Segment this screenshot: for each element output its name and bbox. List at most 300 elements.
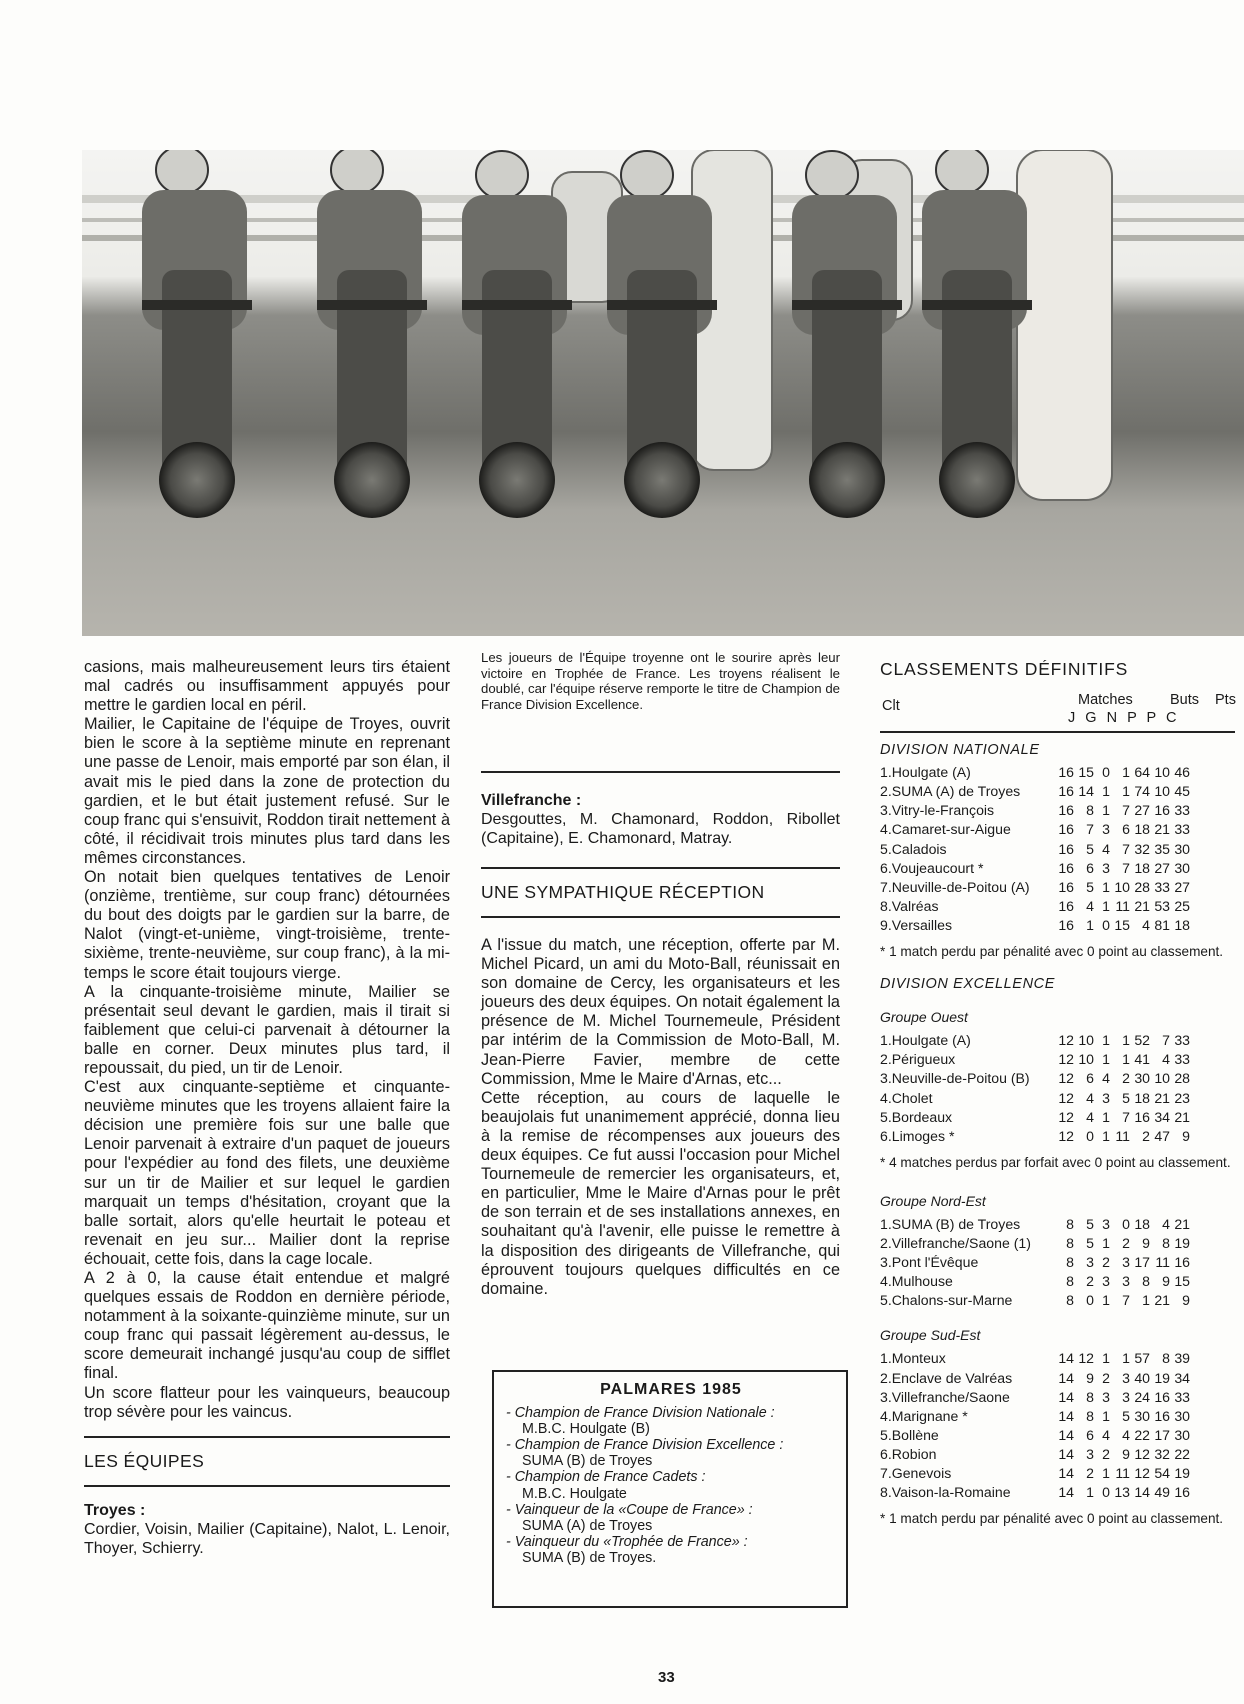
stat-cell-bc: 10 (1154, 1070, 1170, 1087)
stat-cell-bc: 7 (1162, 1032, 1170, 1049)
team-cell: 2.SUMA (A) de Troyes (880, 783, 1021, 800)
stat-cell-g: 1 (1086, 1484, 1094, 1501)
stat-cell-g: 8 (1086, 1388, 1094, 1405)
stat-cell-pts: 46 (1174, 764, 1190, 781)
stat-cell-p: 1 (1122, 764, 1130, 781)
stat-cell-n: 1 (1102, 1108, 1110, 1125)
stat-cell-p: 11 (1115, 1127, 1130, 1144)
stat-cell-p: 3 (1122, 1254, 1130, 1271)
division-title: DIVISION EXCELLENCE (880, 976, 1055, 993)
stat-cell-j: 12 (1058, 1032, 1074, 1049)
palmares-item-winner: M.B.C. Houlgate (522, 1485, 627, 1502)
photo-caption: Les joueurs de l'Équipe troyenne ont le sourire après leur victoire en Trophée de France. Les troyens réalisent le doublé, car l'équipe réserve remporte le titre de Champion de France Division Excellence. (481, 650, 840, 713)
stat-cell-n: 1 (1102, 1350, 1110, 1367)
section-divider (481, 916, 840, 918)
edge-fragment (0, 1644, 22, 1666)
stat-cell-bc: 10 (1154, 764, 1170, 781)
standings-table (880, 1349, 1190, 1502)
stat-cell-bp: 27 (1134, 802, 1150, 819)
stat-cell-bp: 18 (1134, 1215, 1150, 1232)
palmares-item-title: - Vainqueur du «Trophée de France» : (506, 1533, 748, 1550)
edge-fragment (0, 1558, 22, 1580)
edge-fragment (0, 655, 22, 677)
team-cell: 6.Robion (880, 1445, 937, 1462)
stat-cell-bc: 32 (1154, 1445, 1170, 1462)
stat-cell-bp: 17 (1134, 1254, 1150, 1271)
stat-cell-p: 6 (1122, 821, 1130, 838)
team-cell: 7.Neuville-de-Poitou (A) (880, 878, 1030, 895)
team-cell: 4.Cholet (880, 1089, 933, 1106)
standings-table (880, 763, 1190, 935)
edge-fragment (0, 892, 22, 914)
stat-cell-j: 14 (1058, 1350, 1074, 1367)
stat-cell-j: 16 (1058, 897, 1074, 914)
edge-fragment (0, 1107, 22, 1129)
stat-cell-bc: 33 (1154, 878, 1170, 895)
team-cell: 6.Voujeaucourt * (880, 859, 984, 876)
table-row (880, 820, 1190, 839)
table-row (880, 1215, 1190, 1234)
stat-cell-pts: 18 (1174, 916, 1190, 933)
stat-cell-j: 14 (1058, 1388, 1074, 1405)
table-row (880, 1369, 1190, 1388)
edge-fragment (0, 1085, 22, 1107)
team-name: Troyes : (84, 1501, 146, 1519)
table-row (880, 1069, 1190, 1088)
article-paragraph: A la cinquante-troisième minute, Mailier se présentait seul devant le gardien, mais il tirait si faiblement que celui-ci parvenait à détourner la balle en corner. Deux minutes plus tard, il repoussait, du pied, un tir de Lenoir. (84, 982, 450, 1077)
stat-cell-bp: 32 (1134, 840, 1150, 857)
table-row (880, 1388, 1190, 1407)
stat-cell-bp: 52 (1134, 1032, 1150, 1049)
stat-cell-g: 4 (1086, 1108, 1094, 1125)
group-title: Groupe Ouest (880, 1009, 968, 1026)
stat-cell-n: 2 (1102, 1369, 1110, 1386)
stat-cell-n: 3 (1102, 1215, 1110, 1232)
palmares-item-winner: SUMA (A) de Troyes (522, 1517, 653, 1534)
stat-cell-bp: 21 (1134, 897, 1150, 914)
stat-cell-n: 4 (1102, 1426, 1110, 1443)
team-cell: 5.Caladois (880, 840, 947, 857)
stat-cell-p: 13 (1114, 1484, 1130, 1501)
stat-cell-p: 10 (1114, 878, 1130, 895)
team-cell: 5.Bordeaux (880, 1108, 953, 1125)
edge-fragment (0, 978, 22, 1000)
stat-cell-j: 16 (1058, 859, 1074, 876)
article-paragraph: C'est aux cinquante-septième et cinquante-neuvième minutes que les troyens allaient faire la décision une première fois sur une balle que Lenoir parvenait à extraire d'un paquet de joueurs pour l'expédier au fond des filets, une deuxième sur un tir de Mailier et sur lequel le gardien marquait un temps d'hésitation, croyant que la balle sortait, alors qu'elle heurtait le poteau et revenait en jeu sur... Mailier dont la reprise échouait, cette fois, dans la cage locale. (84, 1078, 450, 1268)
stat-cell-pts: 16 (1174, 1254, 1190, 1271)
stat-cell-g: 6 (1086, 1426, 1094, 1443)
stat-cell-bp: 2 (1142, 1127, 1150, 1144)
team-cell: 2.Enclave de Valréas (880, 1369, 1013, 1386)
team-cell: 7.Genevois (880, 1465, 952, 1481)
stat-cell-pts: 30 (1174, 1426, 1190, 1443)
stat-cell-j: 14 (1058, 1484, 1074, 1501)
stat-cell-g: 5 (1086, 1215, 1094, 1232)
stat-cell-n: 3 (1102, 1388, 1110, 1405)
table-row (880, 1050, 1190, 1069)
stat-cell-bp: 22 (1134, 1426, 1150, 1443)
stat-cell-j: 16 (1058, 764, 1074, 781)
edge-fragment (0, 1601, 22, 1623)
stat-cell-g: 2 (1086, 1273, 1094, 1290)
stat-cell-n: 3 (1102, 821, 1110, 838)
table-row (880, 897, 1190, 916)
group-title: Groupe Nord-Est (880, 1192, 986, 1209)
stat-cell-g: 8 (1086, 1407, 1094, 1424)
stat-cell-n: 1 (1102, 897, 1110, 914)
palmares-item-winner: M.B.C. Houlgate (B) (522, 1421, 650, 1438)
edge-fragment (0, 1386, 22, 1408)
stat-cell-bc: 35 (1154, 840, 1170, 857)
palmares-item-title: - Vainqueur de la «Coupe de France» : (506, 1501, 753, 1518)
team-cell: 5.Bollène (880, 1426, 939, 1443)
table-row (880, 878, 1190, 897)
table-row (880, 1108, 1190, 1127)
stat-cell-bp: 1 (1142, 1292, 1150, 1309)
stat-cell-bp: 30 (1134, 1070, 1150, 1087)
table-row (880, 1253, 1190, 1272)
edge-fragment (0, 1042, 22, 1064)
edge-fragment (0, 1193, 22, 1215)
stat-cell-g: 3 (1086, 1254, 1094, 1271)
table-row (880, 859, 1190, 878)
edge-fragment (0, 913, 22, 935)
stat-cell-n: 1 (1102, 802, 1110, 819)
edge-fragment (0, 698, 22, 720)
stat-cell-g: 15 (1078, 764, 1094, 781)
stat-cell-j: 12 (1058, 1051, 1074, 1068)
edge-fragment (0, 1365, 22, 1387)
stat-cell-pts: 9 (1182, 1292, 1190, 1309)
stat-cell-pts: 27 (1174, 878, 1190, 895)
edge-fragment (0, 806, 22, 828)
stat-cell-bc: 8 (1162, 1350, 1170, 1367)
stat-cell-bp: 8 (1142, 1273, 1150, 1290)
stat-cell-j: 16 (1058, 783, 1074, 800)
table-row (880, 1127, 1190, 1146)
team-cell: 8.Valréas (880, 897, 939, 914)
table-row (880, 782, 1190, 801)
stat-cell-p: 2 (1122, 1234, 1130, 1251)
table-row (880, 763, 1190, 782)
stat-cell-p: 0 (1122, 1215, 1130, 1232)
edge-fragment (0, 1064, 22, 1086)
stat-cell-p: 1 (1122, 783, 1130, 800)
edge-fragment (0, 1537, 22, 1559)
section-divider (481, 867, 840, 869)
stat-cell-g: 5 (1086, 840, 1094, 857)
stat-cell-j: 14 (1058, 1465, 1074, 1481)
stat-cell-pts: 23 (1174, 1089, 1190, 1106)
stat-cell-p: 7 (1122, 859, 1130, 876)
team-cell: 4.Camaret-sur-Aigue (880, 821, 1011, 838)
stat-cell-bp: 30 (1134, 1407, 1150, 1424)
stat-cell-bc: 34 (1154, 1108, 1170, 1125)
stat-cell-g: 5 (1086, 878, 1094, 895)
stat-cell-pts: 19 (1174, 1234, 1190, 1251)
stat-cell-j: 8 (1066, 1215, 1074, 1232)
stat-cell-bp: 24 (1134, 1388, 1150, 1405)
stat-cell-bp: 74 (1134, 783, 1150, 800)
stat-cell-pts: 19 (1174, 1465, 1190, 1481)
stat-cell-n: 1 (1102, 1234, 1110, 1251)
stat-cell-p: 9 (1122, 1445, 1130, 1462)
section-divider (880, 731, 1235, 733)
table-row (880, 1031, 1190, 1050)
stat-cell-pts: 34 (1174, 1369, 1190, 1386)
stat-cell-pts: 25 (1174, 897, 1190, 914)
stat-cell-n: 1 (1102, 1051, 1110, 1068)
stat-cell-n: 0 (1102, 1484, 1110, 1501)
stat-cell-g: 5 (1086, 1234, 1094, 1251)
stat-cell-j: 16 (1058, 821, 1074, 838)
stat-cell-pts: 30 (1174, 1407, 1190, 1424)
stat-cell-bp: 57 (1134, 1350, 1150, 1367)
stat-cell-bc: 16 (1154, 1407, 1170, 1424)
stat-cell-pts: 21 (1174, 1215, 1190, 1232)
stat-cell-pts: 33 (1174, 821, 1190, 838)
stat-cell-p: 15 (1114, 916, 1130, 933)
stat-cell-g: 6 (1086, 1070, 1094, 1087)
stat-cell-n: 0 (1102, 764, 1110, 781)
article-column-left (84, 658, 450, 1559)
stat-cell-n: 0 (1102, 916, 1110, 933)
palmares-item-title: - Champion de France Cadets : (506, 1469, 706, 1486)
stat-cell-bp: 9 (1142, 1234, 1150, 1251)
group-title: Groupe Sud-Est (880, 1327, 981, 1344)
standings-header (880, 691, 1244, 731)
edge-fragment (0, 1580, 22, 1602)
stat-cell-bc: 4 (1162, 1051, 1170, 1068)
stat-cell-g: 0 (1086, 1292, 1094, 1309)
article-paragraph: casions, mais malheureusement leurs tirs étaient mal cadrés ou insuffisamment appuyés pour mettre le gardien local en péril. (84, 658, 450, 715)
stat-cell-bp: 16 (1134, 1108, 1150, 1125)
article-paragraph: Mailier, le Capitaine de l'équipe de Troyes, ouvrit bien le score à la septième minute en reprenant une passe de Lenoir, mais emporté par son élan, il avait mis le pied dans la zone de protection du gardien, et le but était justement refusé. Sur le coup franc qui s'ensuivit, Roddon tirait nettement à côté, il récidivait trois minutes plus tard dans les mêmes circonstances. (84, 715, 450, 867)
stat-cell-j: 12 (1058, 1127, 1074, 1144)
header-clt: Clt (882, 698, 900, 715)
table-row (880, 801, 1190, 820)
palmares-item-winner: SUMA (B) de Troyes. (522, 1549, 657, 1566)
edge-fragment (0, 1666, 22, 1688)
stat-cell-pts: 16 (1174, 1484, 1190, 1501)
stat-cell-g: 6 (1086, 859, 1094, 876)
article-paragraph: Cette réception, au cours de laquelle le beaujolais fut unanimement apprécié, donna lieu à la remise de récompenses aux joueurs des deux équipes. Ce fut aussi l'occasion pour Michel Tournemeule de remercier les organisateurs, et, en particulier, Mme le Maire d'Arnas pour le prêt de son terrain et de ses installations annexes, en souhaitant qu'à l'avenir, elle puisse le remettre à la disposition des dirigeants de Villefranche, qui éprouvent toujours quelques difficultés en ce domaine. (481, 1088, 840, 1298)
stat-cell-j: 8 (1066, 1292, 1074, 1309)
stat-cell-bc: 21 (1154, 1292, 1170, 1309)
edge-fragment (0, 827, 22, 849)
teams-heading: LES ÉQUIPES (84, 1450, 205, 1471)
stat-cell-p: 5 (1122, 1089, 1130, 1106)
team-cell: 9.Versailles (880, 916, 953, 933)
section-divider (84, 1485, 450, 1487)
stat-cell-pts: 33 (1174, 1388, 1190, 1405)
stat-cell-n: 3 (1102, 859, 1110, 876)
team-cell: 8.Vaison-la-Romaine (880, 1484, 1011, 1501)
standings-title: CLASSEMENTS DÉFINITIFS (880, 660, 1129, 679)
edge-fragment (0, 935, 22, 957)
edge-fragment (0, 956, 22, 978)
edge-fragment (0, 1021, 22, 1043)
team-cell: 2.Villefranche/Saone (1) (880, 1234, 1031, 1251)
stat-cell-bc: 53 (1154, 897, 1170, 914)
stat-cell-j: 14 (1058, 1445, 1074, 1462)
team-cell: 3.Vitry-le-François (880, 802, 995, 819)
stat-cell-pts: 45 (1174, 783, 1190, 800)
stat-cell-p: 3 (1122, 1273, 1130, 1290)
stat-cell-n: 3 (1102, 1273, 1110, 1290)
team-players: Cordier, Voisin, Mailier (Capitaine), Nalot, L. Lenoir, Thoyer, Schierry. (84, 1520, 450, 1558)
stat-cell-pts: 33 (1174, 1032, 1190, 1049)
edge-fragment (0, 677, 22, 699)
stat-cell-p: 1 (1122, 1350, 1130, 1367)
stat-cell-j: 12 (1058, 1108, 1074, 1125)
palmares-item-winner: SUMA (B) de Troyes (522, 1453, 653, 1470)
stat-cell-j: 12 (1058, 1070, 1074, 1087)
header-columns: J G N P P C (1068, 710, 1177, 727)
stat-cell-bc: 47 (1154, 1127, 1170, 1144)
table-row (880, 1407, 1190, 1426)
stat-cell-bc: 49 (1154, 1484, 1170, 1501)
palmares-box (492, 1370, 848, 1608)
stat-cell-j: 14 (1058, 1407, 1074, 1424)
table-row (880, 916, 1190, 935)
team-cell: 1.SUMA (B) de Troyes (880, 1215, 1021, 1232)
standings-table (880, 1031, 1190, 1146)
edge-fragment (0, 1257, 22, 1279)
edge-fragment (0, 784, 22, 806)
stat-cell-bc: 9 (1162, 1273, 1170, 1290)
stat-cell-j: 8 (1066, 1234, 1074, 1251)
edge-fragment (0, 1236, 22, 1258)
stat-cell-g: 1 (1086, 916, 1094, 933)
stat-cell-g: 14 (1078, 783, 1094, 800)
palmares-item-title: - Champion de France Division Nationale : (506, 1405, 775, 1422)
team-cell: 6.Limoges * (880, 1127, 955, 1144)
stat-cell-g: 12 (1078, 1350, 1094, 1367)
stat-cell-p: 7 (1122, 1292, 1130, 1309)
edge-fragment (0, 1408, 22, 1430)
team-cell: 4.Marignane * (880, 1407, 968, 1424)
stat-cell-bp: 18 (1134, 821, 1150, 838)
header-buts: Buts (1170, 692, 1200, 709)
stat-cell-pts: 15 (1174, 1273, 1190, 1290)
stat-cell-bc: 11 (1155, 1254, 1170, 1271)
table-row (880, 1445, 1190, 1464)
stat-cell-g: 10 (1078, 1051, 1094, 1068)
header-matches: Matches (1078, 692, 1133, 709)
table-row (880, 1483, 1190, 1502)
edge-fragment (0, 1515, 22, 1537)
stat-cell-n: 1 (1102, 878, 1110, 895)
stat-cell-p: 7 (1122, 802, 1130, 819)
stat-cell-g: 7 (1086, 821, 1094, 838)
edge-fragment (0, 720, 22, 742)
palmares-item-title: - Champion de France Division Excellence : (506, 1437, 784, 1454)
stat-cell-p: 4 (1122, 1426, 1130, 1443)
stat-cell-j: 16 (1058, 840, 1074, 857)
stat-cell-bc: 4 (1162, 1215, 1170, 1232)
edge-fragment (0, 870, 22, 892)
stat-cell-bp: 4 (1142, 916, 1150, 933)
stat-cell-n: 4 (1102, 840, 1110, 857)
stat-cell-pts: 21 (1174, 1108, 1190, 1125)
stat-cell-n: 1 (1102, 783, 1110, 800)
stat-cell-g: 4 (1086, 897, 1094, 914)
stat-cell-bc: 21 (1154, 1089, 1170, 1106)
stat-cell-bc: 54 (1154, 1465, 1170, 1481)
stat-cell-bc: 10 (1154, 783, 1170, 800)
stat-cell-bp: 28 (1134, 878, 1150, 895)
edge-fragment (0, 1300, 22, 1322)
stat-cell-pts: 28 (1174, 1070, 1190, 1087)
stat-cell-j: 16 (1058, 878, 1074, 895)
stat-cell-bc: 8 (1162, 1234, 1170, 1251)
header-pts: Pts (1215, 692, 1236, 709)
stat-cell-pts: 9 (1182, 1127, 1190, 1144)
stat-cell-bp: 14 (1134, 1484, 1150, 1501)
team-cell: 3.Villefranche/Saone (880, 1388, 1010, 1405)
stat-cell-n: 1 (1102, 1465, 1110, 1481)
article-paragraph: On notait bien quelques tentatives de Lenoir (onzième, trentième, sur coup franc) détournées du bout des doigts par le gardien sur la barre, de Nalot (vingt-et-unième, vingt-troisième, trente-sixième, trente-neuvième, sur coup franc), à la mi-temps le score était toujours vierge. (84, 868, 450, 982)
stat-cell-p: 1 (1122, 1032, 1130, 1049)
table-row (880, 1272, 1190, 1291)
stat-cell-g: 9 (1086, 1369, 1094, 1386)
team-cell: 5.Chalons-sur-Marne (880, 1292, 1013, 1309)
article-paragraph: A 2 à 0, la cause était entendue et malgré quelques essais de Roddon en dernière période, notamment à la soixante-quinzième minute, sur un coup franc qui passait légèrement au-dessus, le score demeurait inchangé jusqu'au coup de sifflet final. (84, 1269, 450, 1383)
team-cell: 2.Périgueux (880, 1051, 956, 1068)
stat-cell-bc: 27 (1154, 859, 1170, 876)
stat-cell-j: 12 (1058, 1089, 1074, 1106)
stat-cell-p: 3 (1122, 1388, 1130, 1405)
stat-cell-bc: 19 (1154, 1369, 1170, 1386)
stat-cell-bc: 16 (1154, 802, 1170, 819)
stat-cell-pts: 33 (1174, 802, 1190, 819)
team-cell: 4.Mulhouse (880, 1273, 953, 1290)
stat-cell-pts: 39 (1174, 1350, 1190, 1367)
team-photo-illustration (82, 150, 1244, 636)
palmares-list (506, 1405, 836, 1566)
standings-note: * 1 match perdu par pénalité avec 0 point au classement. (880, 1511, 1224, 1527)
stat-cell-n: 1 (1102, 1127, 1110, 1144)
edge-fragment (0, 1472, 22, 1494)
stat-cell-bp: 12 (1134, 1465, 1150, 1481)
stat-cell-n: 1 (1102, 1032, 1110, 1049)
table-row (880, 1234, 1190, 1253)
team-cell: 1.Houlgate (A) (880, 1032, 971, 1049)
stat-cell-j: 8 (1066, 1273, 1074, 1290)
stat-cell-bc: 16 (1154, 1388, 1170, 1405)
stat-cell-bp: 18 (1134, 859, 1150, 876)
stat-cell-g: 8 (1086, 802, 1094, 819)
stat-cell-p: 7 (1122, 840, 1130, 857)
article-paragraph: A l'issue du match, une réception, offerte par M. Michel Picard, un ami du Moto-Ball, réunissait en son domaine de Cercy, les organisateurs et les joueurs des deux équipes. On notait également la présence de M. Michel Tournemeule, Président par intérim de la Commission de Moto-Ball, M. Jean-Pierre Favier, membre de cette Commission, Mme le Maire d'Arnas, etc... (481, 936, 840, 1088)
edge-fragment (0, 1214, 22, 1236)
reception-heading: UNE SYMPATHIQUE RÉCEPTION (481, 881, 765, 902)
stat-cell-pts: 30 (1174, 859, 1190, 876)
stat-cell-p: 7 (1122, 1108, 1130, 1125)
edge-fragment (0, 1171, 22, 1193)
stat-cell-g: 4 (1086, 1089, 1094, 1106)
stat-cell-n: 2 (1102, 1445, 1110, 1462)
edge-fragment (0, 741, 22, 763)
team-cell: 1.Monteux (880, 1350, 946, 1367)
edge-fragment (0, 1128, 22, 1150)
edge-fragment (0, 999, 22, 1021)
article-paragraph: Un score flatteur pour les vainqueurs, beaucoup trop sévère pour les vaincus. (84, 1383, 450, 1421)
edge-fragment (0, 1451, 22, 1473)
stat-cell-bp: 18 (1134, 1089, 1150, 1106)
section-divider (84, 1436, 450, 1438)
